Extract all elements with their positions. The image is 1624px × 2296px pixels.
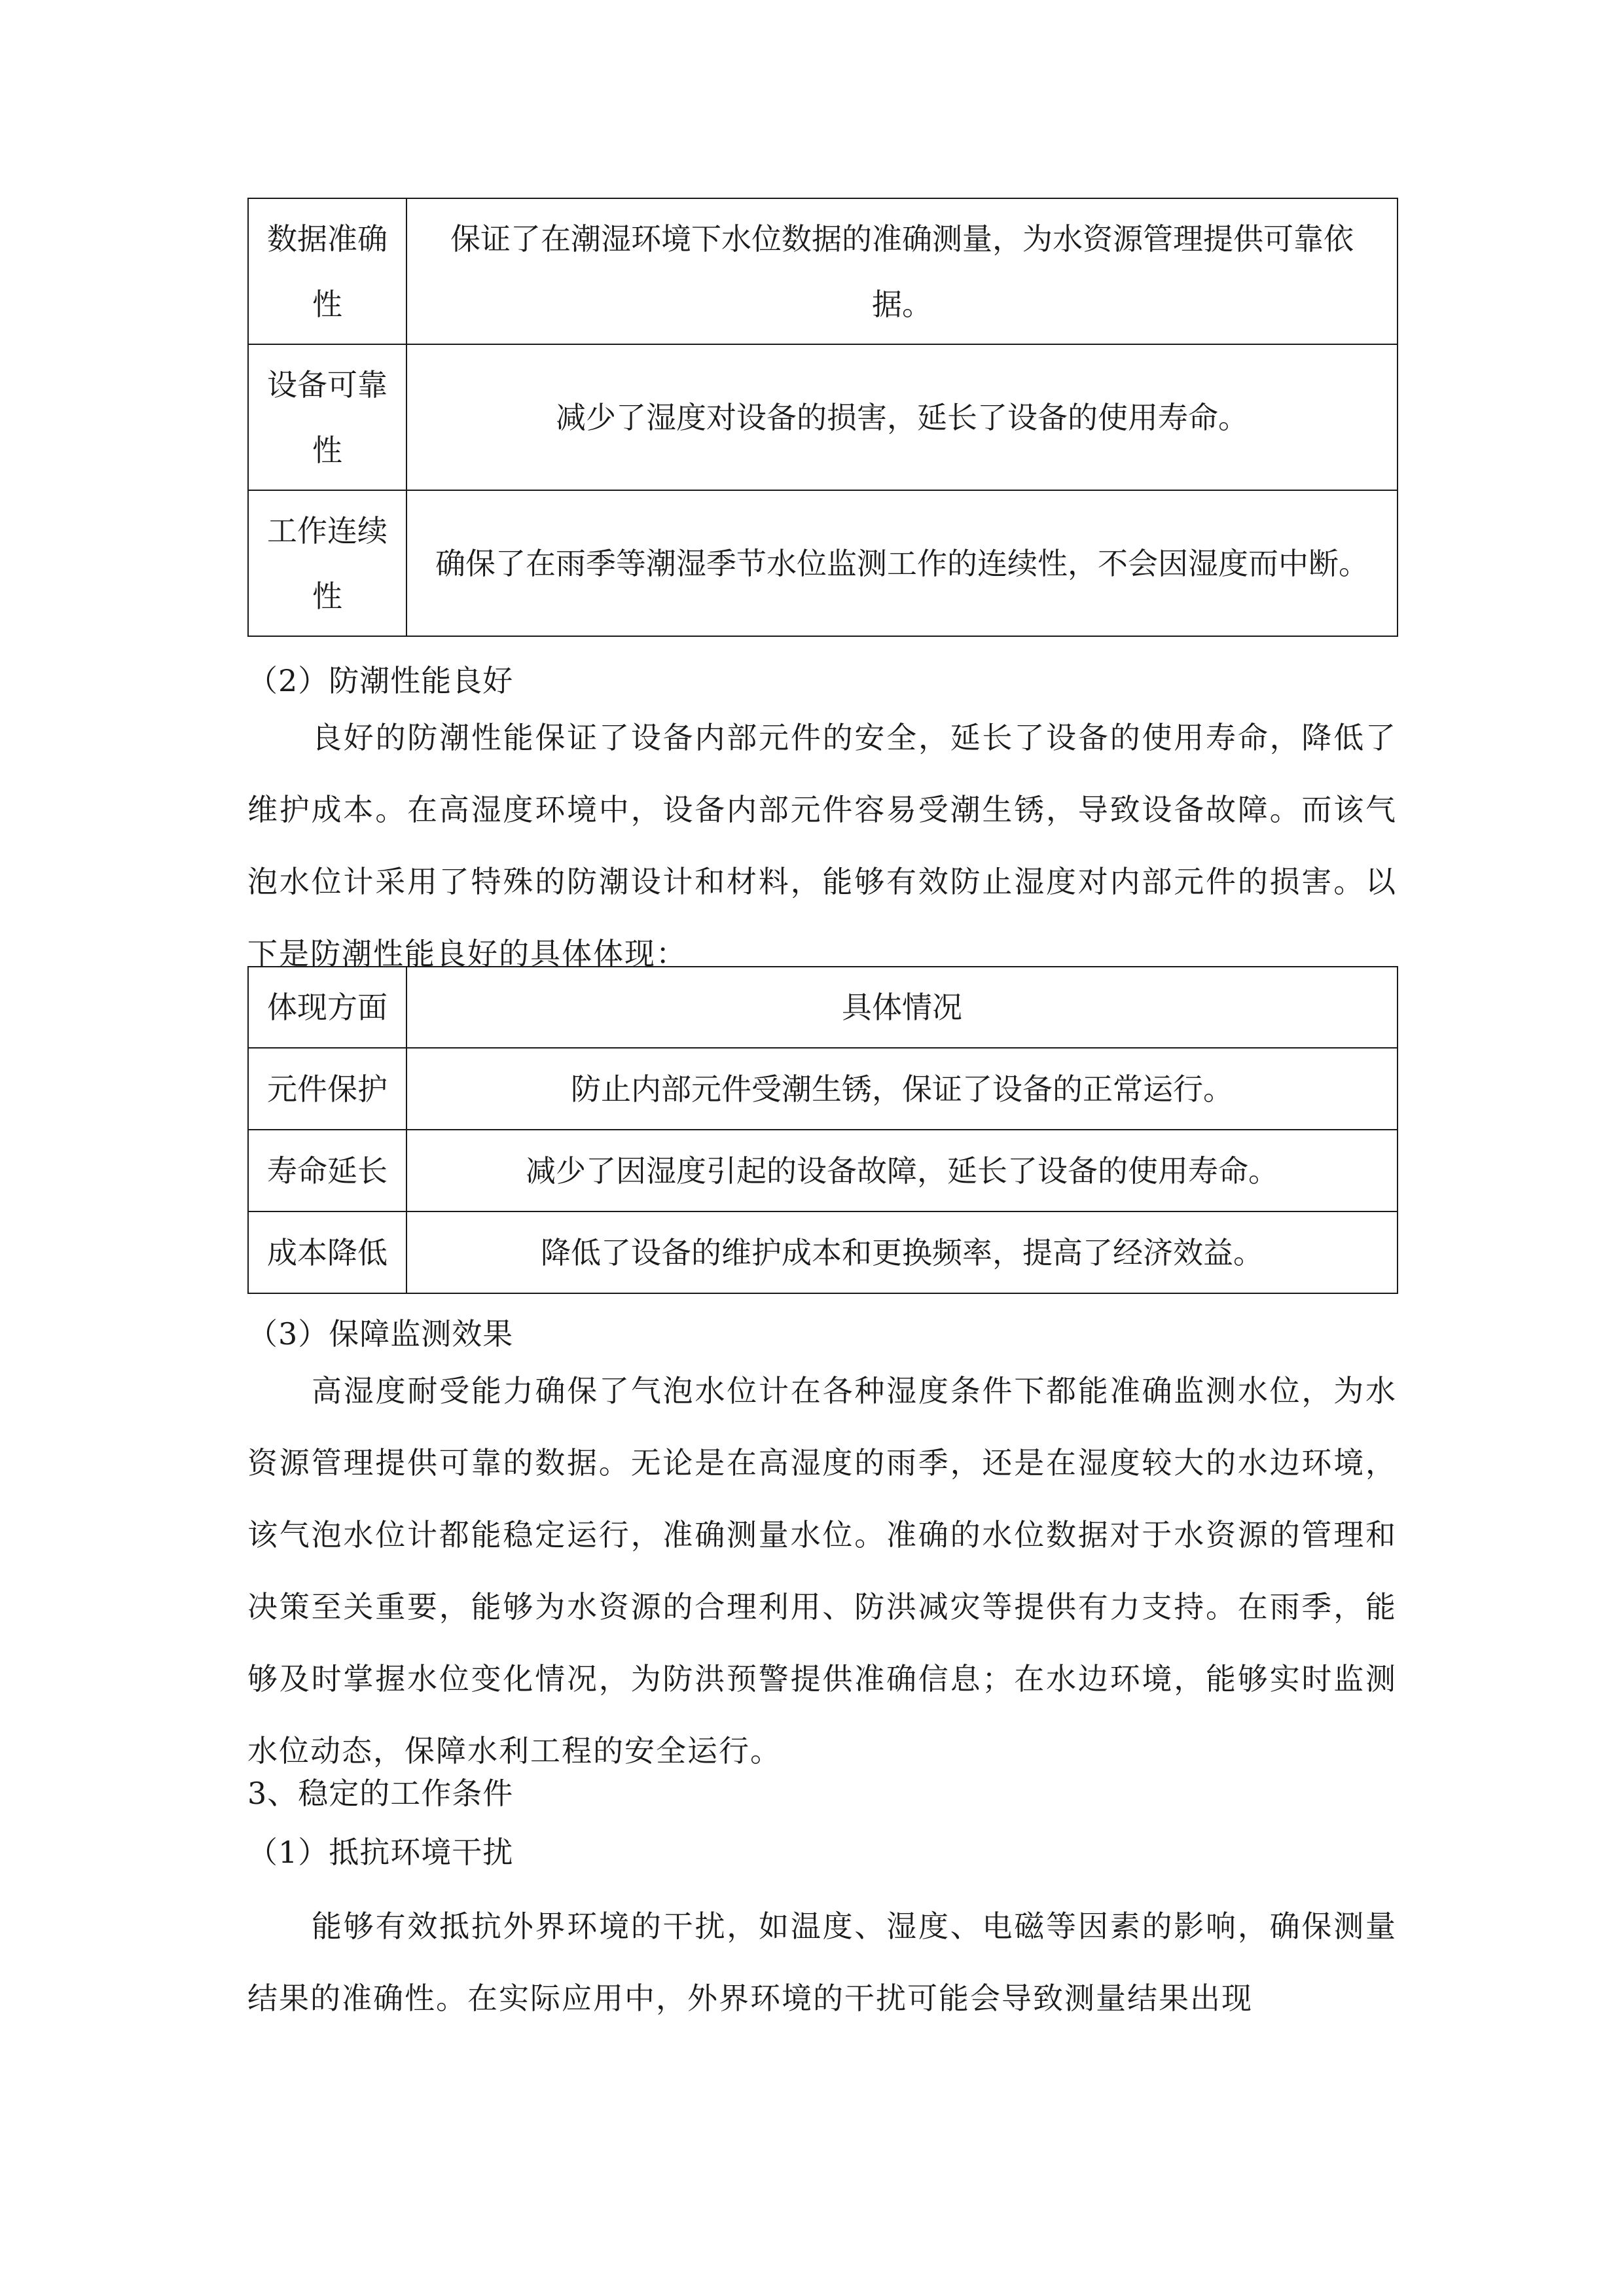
table-cell-aspect: 寿命延长 [248, 1130, 406, 1211]
table-cell-aspect: 数据准确性 [248, 198, 406, 344]
table-row [248, 1130, 1398, 1211]
table-cell-detail: 防止内部元件受潮生锈，保证了设备的正常运行。 [406, 1048, 1398, 1130]
paragraph-interference: 能够有效抵抗外界环境的干扰，如温度、湿度、电磁等因素的影响，确保测量结果的准确性。在实际应用中，外界环境的干扰可能会导致测量结果出现 [247, 1909, 1397, 2016]
table-cell-detail: 确保了在雨季等潮湿季节水位监测工作的连续性，不会因湿度而中断。 [406, 490, 1398, 636]
table-row [248, 1211, 1398, 1293]
section-heading-interference: （1）抵抗环境干扰 [247, 1835, 514, 1870]
table-cell-detail: 减少了湿度对设备的损害，延长了设备的使用寿命。 [406, 344, 1398, 490]
moisture-proof-table [247, 966, 1398, 1294]
table-row [248, 198, 1398, 344]
section-heading-stable-conditions: 3、稳定的工作条件 [247, 1776, 514, 1811]
table-header-row [248, 967, 1398, 1048]
humidity-benefits-table [247, 198, 1398, 637]
section-heading-moisture-proof: （2）防潮性能良好 [247, 663, 514, 698]
table-row [248, 344, 1398, 490]
table-cell-aspect: 元件保护 [248, 1048, 406, 1130]
table-row [248, 490, 1398, 636]
table-cell-aspect: 工作连续性 [248, 490, 406, 636]
table-cell-detail: 保证了在潮湿环境下水位数据的准确测量，为水资源管理提供可靠依据。 [406, 198, 1398, 344]
table-cell-detail: 减少了因湿度引起的设备故障，延长了设备的使用寿命。 [406, 1130, 1398, 1211]
table-cell-detail: 降低了设备的维护成本和更换频率，提高了经济效益。 [406, 1211, 1398, 1293]
paragraph-monitoring: 高湿度耐受能力确保了气泡水位计在各种湿度条件下都能准确监测水位，为水资源管理提供可靠的数据。无论是在高湿度的雨季，还是在湿度较大的水边环境，该气泡水位计都能稳定运行，准确测量水位。准确的水位数据对于水资源的管理和决策至关重要，能够为水资源的合理利用、防洪减灾等提供有力支持。在雨季，能够及时掌握水位变化情况，为防洪预警提供准确信息；在水边环境，能够实时监测水位动态，保障水利工程的安全运行。 [247, 1373, 1397, 1768]
table-row [248, 1048, 1398, 1130]
table-header-aspect: 体现方面 [248, 967, 406, 1048]
table-cell-aspect: 设备可靠性 [248, 344, 406, 490]
paragraph-moisture-proof: 良好的防潮性能保证了设备内部元件的安全，延长了设备的使用寿命，降低了维护成本。在高湿度环境中，设备内部元件容易受潮生锈，导致设备故障。而该气泡水位计采用了特殊的防潮设计和材料，能够有效防止湿度对内部元件的损害。以下是防潮性能良好的具体体现： [247, 720, 1397, 971]
table-header-detail: 具体情况 [406, 967, 1398, 1048]
section-heading-monitoring: （3）保障监测效果 [247, 1316, 514, 1352]
table-cell-aspect: 成本降低 [248, 1211, 406, 1293]
